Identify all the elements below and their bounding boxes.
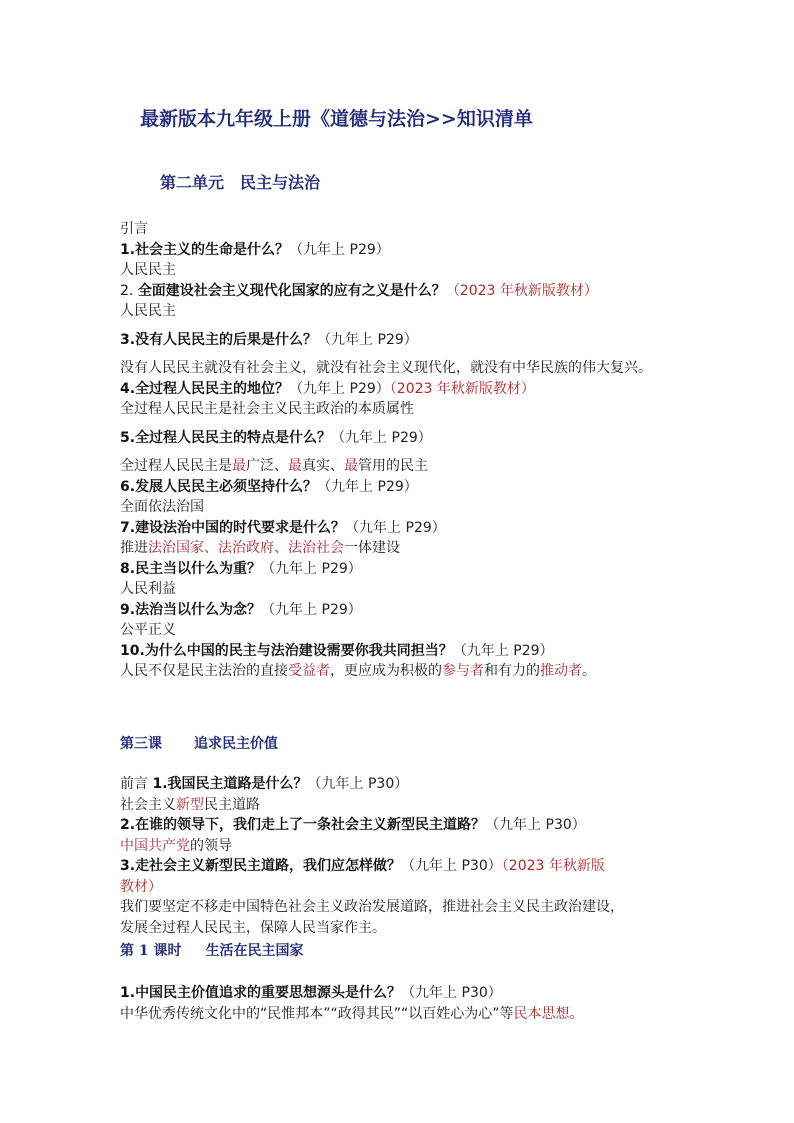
answer-text: 一体建设	[344, 540, 400, 556]
question-number: 1.	[152, 776, 168, 792]
lesson-3-list	[120, 774, 680, 938]
period-question-1	[120, 983, 680, 1004]
page-reference: （九年上 P30）	[401, 985, 502, 1001]
answer-text: 人民不仅是民主法治的直接	[120, 663, 288, 679]
question-4	[120, 379, 680, 400]
keyword: 最	[288, 458, 302, 474]
keyword: 法治社会	[288, 540, 344, 556]
keyword: 新型	[176, 796, 204, 813]
page-reference: （九年上 P29）	[331, 429, 432, 446]
lesson-label: 第三课	[120, 736, 162, 752]
question-10	[120, 641, 680, 662]
answer-10	[120, 661, 680, 682]
keyword: 参与者	[442, 663, 484, 679]
question-number: 7.	[120, 519, 136, 536]
question-text: 全过程人民民主的地位？	[135, 380, 290, 397]
answer-4: 全过程人民民主是社会主义民主政治的本质属性	[120, 401, 414, 417]
unit-heading	[160, 170, 320, 193]
keyword: 推动者	[540, 663, 582, 679]
question-number: 9.	[120, 601, 136, 618]
page-reference: （九年上 P29）	[317, 478, 418, 495]
keyword: 中国共产党	[120, 837, 190, 854]
period-answer-1	[120, 1004, 680, 1025]
question-6	[120, 477, 680, 498]
keyword: 法治政府	[218, 540, 274, 556]
lesson-answer-2	[120, 836, 680, 857]
question-1	[120, 240, 680, 261]
period-name: 生活在民主国家	[205, 943, 304, 959]
page-reference: （九年上 P30）	[307, 776, 409, 792]
lesson-answer-3-line-1: 我们要坚定不移走中国特色社会主义政治发展道路，推进社会主义民主政治建设，	[120, 899, 624, 915]
question-number: 1.	[120, 985, 136, 1001]
period-1-list	[120, 983, 680, 1024]
page-reference: （九年上 P29）	[317, 331, 418, 348]
unit-name: 民主与法治	[240, 173, 321, 192]
keyword: 最	[344, 458, 358, 474]
question-text: 我国民主道路是什么？	[167, 776, 308, 792]
answer-text: 社会主义	[120, 796, 176, 813]
unit-label: 第二单元	[160, 173, 225, 192]
question-text: 发展人民民主必须坚持什么？	[135, 478, 318, 495]
new-edition-note: （2023 年秋新版教材）	[445, 282, 598, 299]
question-text: 为什么中国的民主与法治建设需要你我共同担当？	[144, 642, 453, 659]
question-number: 2.	[120, 817, 136, 833]
lesson-question-1	[120, 774, 680, 795]
keyword: 、	[204, 540, 218, 556]
question-text: 中国民主价值追求的重要思想源头是什么？	[135, 985, 402, 1001]
answer-text: 。	[569, 1005, 584, 1022]
question-3	[120, 330, 680, 351]
question-number: 3.	[120, 331, 136, 348]
question-number: 4.	[120, 380, 136, 397]
answer-text: 的领导	[190, 837, 232, 854]
period-heading	[120, 940, 304, 960]
page-reference: （九年上 P29）	[289, 241, 390, 258]
answer-7	[120, 538, 680, 559]
keyword: 法治国家	[148, 540, 204, 556]
answer-8: 人民利益	[120, 581, 176, 597]
question-text: 建设法治中国的时代要求是什么？	[135, 519, 346, 536]
new-edition-note: （2023 年秋新版	[501, 858, 605, 874]
answer-text: ，更应成为积极的	[330, 663, 442, 679]
answer-9: 公平正义	[120, 622, 176, 638]
keyword: 受益者	[288, 663, 330, 679]
answer-text: 全过程人民民主是	[120, 458, 232, 474]
question-text: 社会主义的生命是什么？	[135, 241, 290, 258]
new-edition-note: （2023 年秋新版教材）	[389, 380, 535, 397]
question-7	[120, 518, 680, 539]
answer-text: 。	[582, 663, 596, 679]
new-edition-note-cont	[120, 877, 680, 898]
intro-label: 引言	[120, 221, 148, 237]
question-2	[120, 281, 680, 302]
answer-text: 和有力的	[484, 663, 540, 679]
answer-3: 没有人民民主就没有社会主义，就没有社会主义现代化，就没有中华民族的伟大复兴。	[120, 360, 652, 376]
lesson-question-2	[120, 815, 680, 836]
question-text: 民主当以什么为重？	[135, 560, 262, 577]
answer-text: 真实、	[302, 458, 344, 474]
page-reference: （九年上 P29）	[345, 519, 446, 536]
answer-text: 民主道路	[204, 796, 260, 813]
answer-2: 人民民主	[120, 303, 176, 319]
new-edition-note: 教材）	[120, 878, 162, 895]
lesson-name: 追求民主价值	[194, 736, 278, 752]
keyword: 最	[232, 458, 246, 474]
question-text: 没有人民民主的后果是什么？	[135, 331, 318, 348]
answer-5	[120, 456, 680, 477]
question-text: 全过程人民民主的特点是什么？	[135, 429, 332, 446]
question-text: 法治当以什么为念？	[135, 601, 262, 618]
document-title: 最新版本九年级上册《道德与法治>>知识清单	[140, 108, 533, 130]
lesson-question-3	[120, 856, 680, 877]
preface-label: 前言	[120, 776, 148, 792]
lesson-answer-1	[120, 795, 680, 816]
knowledge-list	[120, 219, 680, 682]
answer-text: 推进	[120, 540, 148, 556]
question-number: 3.	[120, 858, 136, 874]
question-text: 在谁的领导下，我们走上了一条社会主义新型民主道路？	[135, 817, 486, 833]
page-reference: （九年上 P29）	[261, 560, 362, 577]
keyword: 、	[274, 540, 288, 556]
question-number: 5.	[120, 429, 136, 446]
keyword: 民本思想	[513, 1005, 570, 1022]
page-reference: （九年上 P29）	[261, 601, 362, 618]
answer-text: 中华优秀传统文化中的“民惟邦本”“政得其民”“以百姓心为心”等	[120, 1005, 514, 1022]
answer-1: 人民民主	[120, 262, 176, 278]
question-number: 6.	[120, 478, 136, 495]
question-8	[120, 559, 680, 580]
lesson-answer-3-line-2: 发展全过程人民民主，保障人民当家作主。	[120, 919, 386, 936]
question-number: 2.	[120, 282, 134, 299]
answer-text: 管用的民主	[358, 458, 428, 474]
answer-6: 全面依法治国	[120, 499, 204, 515]
question-5	[120, 428, 680, 449]
period-label: 第 1 课时	[120, 943, 182, 959]
page-reference: （九年上 P29）	[452, 642, 554, 659]
page-reference: （九年上 P30）	[401, 858, 502, 874]
page-reference: （九年上 P29）	[289, 380, 390, 397]
question-text: 走社会主义新型民主道路，我们应怎样做？	[135, 858, 402, 874]
lesson-heading	[120, 733, 278, 753]
question-number: 1.	[120, 241, 136, 258]
question-9	[120, 600, 680, 621]
question-number: 8.	[120, 560, 136, 577]
question-number: 10.	[120, 642, 145, 659]
page-reference: （九年上 P30）	[485, 817, 586, 833]
question-text: 全面建设社会主义现代化国家的应有之义是什么？	[137, 282, 446, 299]
answer-text: 广泛、	[246, 458, 288, 474]
